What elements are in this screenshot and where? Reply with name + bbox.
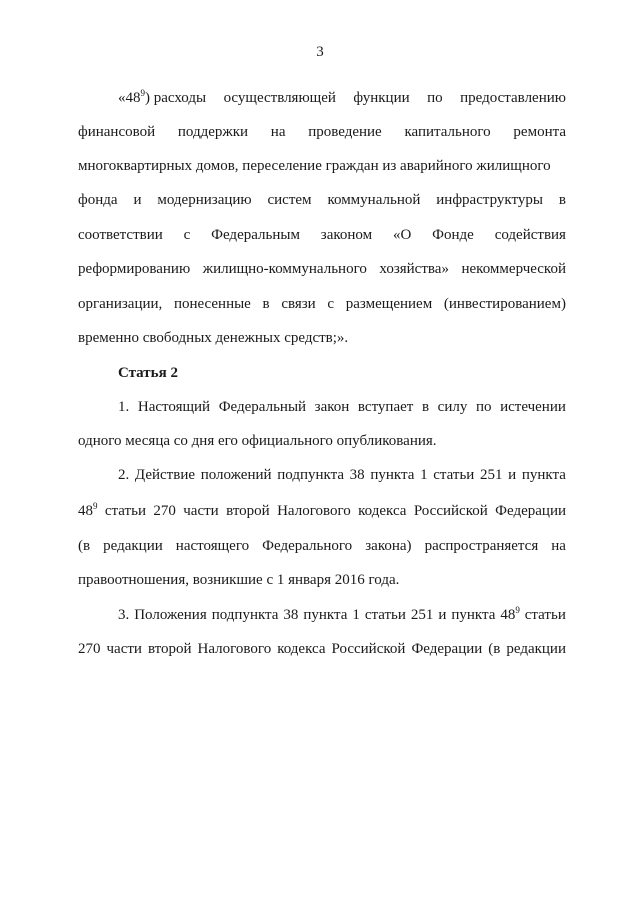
- word: в: [262, 296, 270, 312]
- word: Федерального: [262, 538, 353, 554]
- item-1-line-1: [118, 398, 566, 416]
- word: по: [427, 90, 443, 106]
- word: систем: [267, 192, 312, 208]
- word: пункта: [521, 467, 566, 483]
- word: [500, 606, 520, 624]
- word: (в: [78, 538, 91, 554]
- word: Фонде: [432, 227, 474, 243]
- word: осуществляющей: [223, 90, 336, 106]
- word: с: [183, 227, 191, 243]
- word: Настоящий: [137, 399, 211, 415]
- word: истечении: [500, 399, 566, 415]
- word: закон: [314, 399, 350, 415]
- superscript: 9: [515, 605, 520, 615]
- word-text: 48: [500, 607, 516, 623]
- word: «О: [392, 227, 412, 243]
- word: Федеральным: [211, 227, 300, 243]
- word-text: «48: [118, 90, 141, 106]
- word: Федеральный: [218, 399, 307, 415]
- word: соответствии: [78, 227, 163, 243]
- word: силу: [437, 399, 468, 415]
- item-2-line-3: [78, 537, 566, 555]
- word: поддержки: [177, 124, 249, 140]
- word: Федерации: [411, 641, 483, 657]
- paragraph-1-line-5: [78, 226, 566, 244]
- word: с: [327, 296, 335, 312]
- paragraph-1-line-7: [78, 295, 566, 313]
- word: положений: [200, 467, 272, 483]
- word: второй: [226, 503, 270, 519]
- word: 1: [420, 467, 428, 483]
- superscript: 9: [93, 501, 98, 511]
- word: функции: [353, 90, 410, 106]
- word-text: ) расходы: [145, 90, 207, 106]
- word: жилищно-коммунального: [202, 261, 367, 277]
- word: капитального: [404, 124, 491, 140]
- word: Российской: [413, 503, 488, 519]
- word: на: [551, 538, 566, 554]
- word: второй: [147, 641, 192, 657]
- article-heading: Статья 2: [118, 365, 178, 381]
- word: статьи: [364, 607, 406, 623]
- word: распространяется: [424, 538, 539, 554]
- word: статьи: [104, 503, 146, 519]
- word: фонда: [78, 192, 118, 208]
- word: содействия: [494, 227, 566, 243]
- word: пункта: [370, 467, 415, 483]
- item-2-line-1: [118, 466, 566, 484]
- item-3-line-1: [118, 606, 566, 624]
- word: пункта: [451, 607, 496, 623]
- word: некоммерческой: [461, 261, 566, 277]
- word-text: 48: [78, 503, 93, 519]
- word: Налогового: [277, 503, 351, 519]
- word: [78, 502, 98, 520]
- word: кодекса: [358, 503, 407, 519]
- word: подпункта: [211, 607, 279, 623]
- word: модернизацию: [157, 192, 252, 208]
- item-2-line-2: [78, 502, 566, 520]
- word: настоящего: [175, 538, 250, 554]
- paragraph-1-line-2: [78, 123, 566, 141]
- word: инфраструктуры: [436, 192, 543, 208]
- word: реформированию: [78, 261, 191, 277]
- paragraph-1-line-1: [118, 89, 566, 107]
- word: подпункта: [277, 467, 344, 483]
- word: коммунальной: [327, 192, 421, 208]
- word: 270: [153, 503, 176, 519]
- word: связи: [281, 296, 316, 312]
- word: части: [183, 503, 219, 519]
- word: закона): [365, 538, 412, 554]
- word: понесенные: [173, 296, 251, 312]
- word: предоставлению: [460, 90, 566, 106]
- word: Федерации: [495, 503, 566, 519]
- word: пункта: [303, 607, 348, 623]
- item-2-line-4: правоотношения, возникшие с 1 января 2016 года.: [78, 572, 400, 588]
- word: финансовой: [78, 124, 156, 140]
- word: части: [106, 641, 142, 657]
- word: 38: [283, 607, 299, 623]
- word: (инвестированием): [443, 296, 566, 312]
- word: вступает: [357, 399, 414, 415]
- word: законом: [320, 227, 373, 243]
- word: 2.: [118, 467, 130, 483]
- word: 3.: [118, 607, 130, 623]
- word: организации,: [78, 296, 163, 312]
- word: редакции: [506, 641, 566, 657]
- word: 1: [352, 607, 360, 623]
- item-3-line-2: [78, 640, 566, 658]
- word: редакции: [103, 538, 163, 554]
- item-1-line-2: одного месяца со дня его официального опубликования.: [78, 433, 437, 449]
- word: 1.: [118, 399, 130, 415]
- word: проведение: [308, 124, 382, 140]
- word: хозяйства»: [379, 261, 449, 277]
- word: в: [558, 192, 566, 208]
- paragraph-1-line-4: [78, 191, 566, 209]
- word: 251: [410, 607, 434, 623]
- word: Действие: [134, 467, 196, 483]
- word: [118, 89, 206, 107]
- word: 38: [349, 467, 365, 483]
- word: Положения: [134, 607, 207, 623]
- paragraph-1-line-6: [78, 260, 566, 278]
- paragraph-1-line-8: временно свободных денежных средств;».: [78, 330, 349, 346]
- word: статьи: [433, 467, 475, 483]
- word: кодекса: [277, 641, 326, 657]
- word: и: [508, 467, 517, 483]
- word: размещением: [345, 296, 433, 312]
- word: ремонта: [513, 124, 566, 140]
- word: и: [133, 192, 142, 208]
- superscript: 9: [140, 88, 145, 98]
- paragraph-1-line-3: многоквартирных домов, переселение граждан из аварийного жилищного: [78, 158, 551, 174]
- word: статьи: [524, 607, 566, 623]
- word: и: [438, 607, 447, 623]
- page-number: 3: [316, 44, 324, 60]
- word: Российской: [331, 641, 406, 657]
- word: на: [270, 124, 286, 140]
- word: (в: [488, 641, 501, 657]
- word: 251: [480, 467, 503, 483]
- word: в: [421, 399, 430, 415]
- word: по: [475, 399, 492, 415]
- word: 270: [78, 641, 101, 657]
- word: Налогового: [197, 641, 272, 657]
